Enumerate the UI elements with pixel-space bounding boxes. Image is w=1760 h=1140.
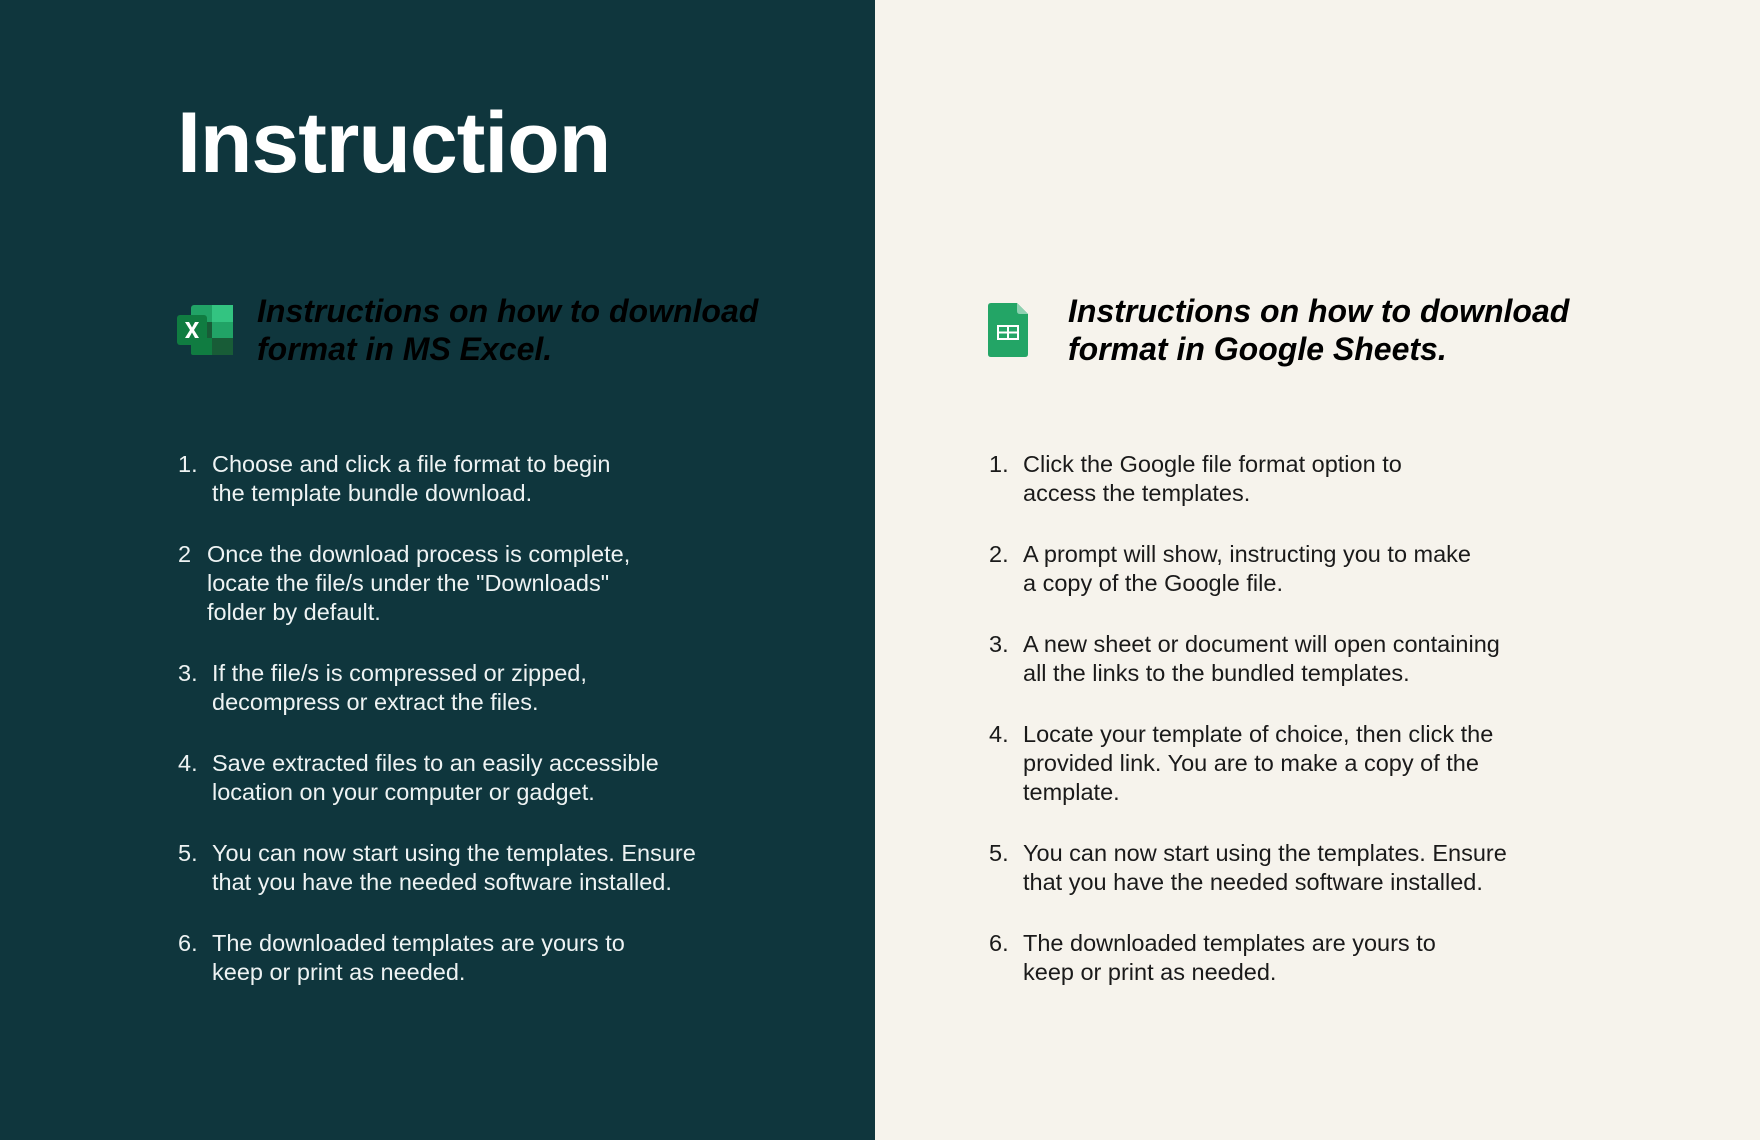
list-item xyxy=(178,450,738,508)
step-number: 4. xyxy=(989,721,1009,747)
step-text: Locate your template of choice, then click the provided link. You are to make a copy of the template. xyxy=(1023,721,1494,805)
step-text: The downloaded templates are yours to keep or print as needed. xyxy=(212,930,625,985)
excel-section-heading: Instructions on how to download format in MS Excel. xyxy=(257,293,759,367)
step-number: 2. xyxy=(989,541,1009,567)
step-text: You can now start using the templates. Ensure that you have the needed software installed. xyxy=(212,840,696,895)
list-item xyxy=(989,540,1549,598)
step-text: The downloaded templates are yours to keep or print as needed. xyxy=(1023,930,1436,985)
step-number: 1. xyxy=(989,451,1009,477)
list-item xyxy=(178,540,738,627)
step-number: 5. xyxy=(178,840,198,866)
step-text: Click the Google file format option to access the templates. xyxy=(1023,451,1402,506)
step-number: 5. xyxy=(989,840,1009,866)
step-text: A new sheet or document will open containing all the links to the bundled templates. xyxy=(1023,631,1500,686)
step-text: Choose and click a file format to begin the template bundle download. xyxy=(212,451,611,506)
list-item xyxy=(178,839,738,897)
step-text: Once the download process is complete, locate the file/s under the "Downloads" folder by default. xyxy=(207,541,631,625)
excel-steps-list xyxy=(178,450,738,1019)
list-item xyxy=(989,839,1549,897)
step-number: 1. xyxy=(178,451,198,477)
list-item xyxy=(989,929,1549,987)
page-title: Instruction xyxy=(177,95,611,191)
step-text: If the file/s is compressed or zipped, decompress or extract the files. xyxy=(212,660,587,715)
ms-excel-icon xyxy=(177,303,235,357)
list-item xyxy=(178,749,738,807)
step-text: You can now start using the templates. Ensure that you have the needed software installed. xyxy=(1023,840,1507,895)
step-number: 3. xyxy=(178,660,198,686)
excel-section-header xyxy=(177,292,837,368)
list-item xyxy=(178,929,738,987)
list-item xyxy=(989,630,1549,688)
step-text: A prompt will show, instructing you to make a copy of the Google file. xyxy=(1023,541,1472,596)
step-number: 4. xyxy=(178,750,198,776)
step-number: 3. xyxy=(989,631,1009,657)
step-number: 6. xyxy=(989,930,1009,956)
step-number: 2 xyxy=(178,541,192,567)
sheets-section-heading: Instructions on how to download format in Google Sheets. xyxy=(1068,293,1570,367)
list-item xyxy=(178,659,738,717)
sheets-section-header xyxy=(988,292,1648,368)
sheets-steps-list xyxy=(989,450,1549,1019)
list-item xyxy=(989,450,1549,508)
google-sheets-icon xyxy=(988,303,1046,357)
step-text: Save extracted files to an easily accessible location on your computer or gadget. xyxy=(212,750,659,805)
list-item xyxy=(989,720,1549,807)
step-number: 6. xyxy=(178,930,198,956)
